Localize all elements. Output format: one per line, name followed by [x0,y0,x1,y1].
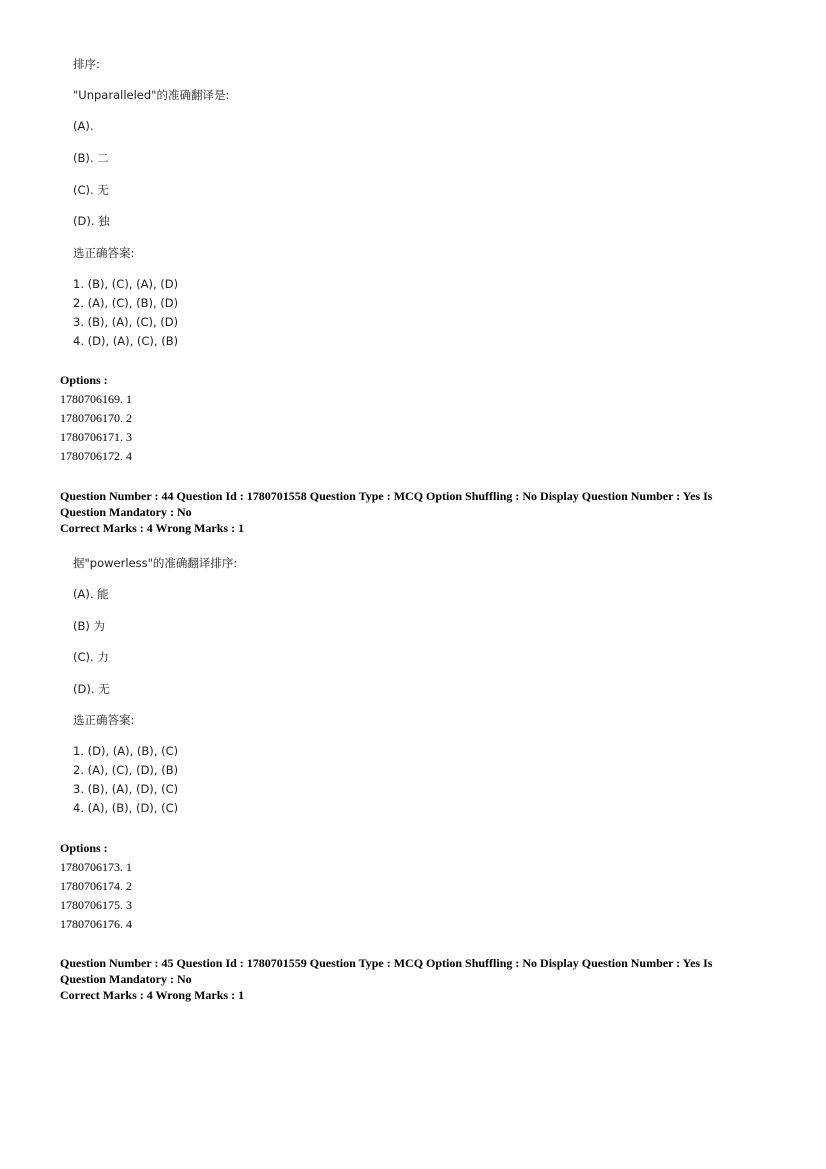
list-item: 2. (A), (C), (D), (B) [73,763,179,777]
question-meta-line: Question Mandatory : No [60,972,192,986]
choice-c: (C). 力 [73,650,109,664]
option-id-item: 1780706170. 2 [60,411,132,425]
question-text: "Unparalleled"的准确翻译是: [73,88,230,102]
question-meta-line: Question Number : 45 Question Id : 1780701559 Question Type : MCQ Option Shuffling : No Display Question Number : Yes Is [60,956,713,970]
options-heading: Options : [60,841,108,855]
option-id-item: 1780706173. 1 [60,860,132,874]
question-45-meta [60,955,760,1003]
answer-prompt: 选正确答案: [73,246,135,260]
answer-list [73,742,178,818]
option-id-item: 1780706175. 3 [60,898,132,912]
list-item: 4. (A), (B), (D), (C) [73,801,179,815]
choice-b: (B) 为 [73,619,106,633]
list-item: 1. (D), (A), (B), (C) [73,744,179,758]
question-marks: Correct Marks : 4 Wrong Marks : 1 [60,521,245,535]
question-44-meta [60,488,760,536]
option-id-item: 1780706172. 4 [60,449,132,463]
choice-d: (D). 无 [73,682,110,696]
list-item: 2. (A), (C), (B), (D) [73,296,179,310]
list-item: 3. (B), (A), (C), (D) [73,315,179,329]
options-44 [60,839,132,934]
question-text: 据"powerless"的准确翻译排序: [73,556,238,570]
list-item: 3. (B), (A), (D), (C) [73,782,179,796]
options-43 [60,371,132,466]
answer-prompt: 选正确答案: [73,713,135,727]
list-item: 1. (B), (C), (A), (D) [73,277,179,291]
choice-d: (D). 独 [73,214,110,228]
question-meta-line: Question Number : 44 Question Id : 1780701558 Question Type : MCQ Option Shuffling : No Display Question Number : Yes Is [60,489,713,503]
options-heading: Options : [60,373,108,387]
list-item: 4. (D), (A), (C), (B) [73,334,179,348]
option-id-item: 1780706169. 1 [60,392,132,406]
option-id-item: 1780706176. 4 [60,917,132,931]
option-id-item: 1780706174. 2 [60,879,132,893]
question-instruction: 排序: [73,57,100,71]
answer-list [73,275,178,351]
choice-c: (C). 无 [73,183,109,197]
choice-a: (A). 能 [73,587,109,601]
choice-b: (B). 二 [73,151,109,165]
choice-a: (A). [73,119,94,133]
question-meta-line: Question Mandatory : No [60,505,192,519]
option-id-item: 1780706171. 3 [60,430,132,444]
question-marks: Correct Marks : 4 Wrong Marks : 1 [60,988,245,1002]
